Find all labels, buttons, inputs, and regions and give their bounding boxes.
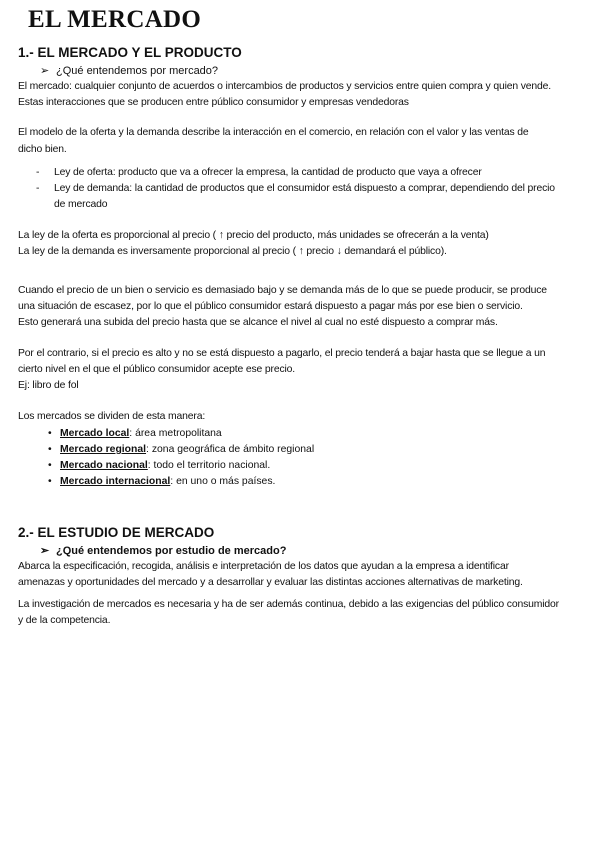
definition-line-1: El mercado: cualquier conjunto de acuerdos o intercambios de productos y servicios entre quien compra y quien vende. (18, 81, 552, 92)
arrow-bullet-icon: ➢ (40, 545, 50, 557)
market-item-local (48, 428, 222, 439)
section2-heading: 2.- EL ESTUDIO DE MERCADO (18, 525, 215, 540)
contrary-line-2: cierto nivel en el que el público consumidor acepte ese precio. (18, 364, 296, 375)
model-line-1: El modelo de la oferta y la demanda describe la interacción en el comercio, en relación con el valor y las ventas de (18, 127, 529, 138)
section1-question (40, 64, 218, 77)
market-name: Mercado internacional (60, 476, 171, 487)
market-desc: : en uno o más países. (170, 476, 276, 487)
scarcity-line-1: Cuando el precio de un bien o servicio es demasiado bajo y se demanda más de lo que se puede producir, se produce (18, 285, 547, 296)
market-desc: : área metropolitana (129, 428, 222, 439)
market-name: Mercado local (60, 428, 130, 439)
list-item-oferta: Ley de oferta: producto que va a ofrecer la empresa, la cantidad de producto que vaya a ofrecer (54, 167, 482, 178)
bullet-icon: • (48, 460, 52, 471)
section2-question-text: ¿Qué entendemos por estudio de mercado? (56, 545, 287, 557)
model-line-2: dicho bien. (18, 144, 67, 155)
study-p1-line-2: amenazas y oportunidades del mercado y a desarrollar y evaluar las distintas acciones alternativas de marketing. (18, 577, 523, 588)
market-name: Mercado nacional (60, 460, 148, 471)
markets-intro: Los mercados se dividen de esta manera: (18, 411, 206, 422)
bullet-icon: • (48, 428, 52, 439)
scarcity-line-2: una situación de escasez, por lo que el público consumidor estará dispuesto a pagar más por ese bien o servicio. (18, 301, 523, 312)
list-marker: - (36, 167, 40, 178)
section1-heading: 1.- EL MERCADO Y EL PRODUCTO (18, 45, 242, 60)
list-item-demanda: Ley de demanda: la cantidad de productos que el consumidor está dispuesto a comprar, dependiendo del precio (54, 183, 555, 194)
bullet-icon: • (48, 476, 52, 487)
arrow-bullet-icon: ➢ (40, 65, 50, 77)
market-item-internacional (48, 476, 275, 487)
list-marker: - (36, 183, 40, 194)
study-p2-line-1: La investigación de mercados es necesaria y ha de ser además continua, debido a las exigencias del público consumidor (18, 599, 559, 610)
list-item-demanda-cont: de mercado (54, 199, 108, 210)
study-p2-line-2: y de la competencia. (18, 615, 111, 626)
contrary-line-1: Por el contrario, si el precio es alto y no se está dispuesto a pagarlo, el precio tenderá a bajar hasta que se llegue a un (18, 348, 546, 359)
market-desc: : todo el territorio nacional. (147, 460, 271, 471)
study-p1-line-1: Abarca la especificación, recogida, análisis e interpretación de los datos que ayudan a la empresa a identificar (18, 561, 509, 572)
law-offer: La ley de la oferta es proporcional al precio ( ↑ precio del producto, más unidades se ofrecerán a la venta) (18, 230, 489, 241)
section1-question-text: ¿Qué entendemos por mercado? (56, 65, 219, 77)
example-line: Ej: libro de fol (18, 380, 79, 391)
market-item-regional (48, 444, 314, 455)
market-name: Mercado regional (60, 444, 147, 455)
scarcity-line-3: Esto generará una subida del precio hasta que se alcance el nivel al cual no esté dispuesto a comprar más. (18, 317, 498, 328)
bullet-icon: • (48, 444, 52, 455)
market-item-nacional (48, 460, 270, 471)
section2-question (40, 544, 286, 557)
market-desc: : zona geográfica de ámbito regional (146, 444, 315, 455)
law-demand: La ley de la demanda es inversamente proporcional al precio ( ↑ precio ↓ demandará el público). (18, 246, 447, 257)
definition-line-2: Estas interacciones que se producen entre público consumidor y empresas vendedoras (18, 97, 409, 108)
page-title: EL MERCADO (28, 6, 202, 33)
